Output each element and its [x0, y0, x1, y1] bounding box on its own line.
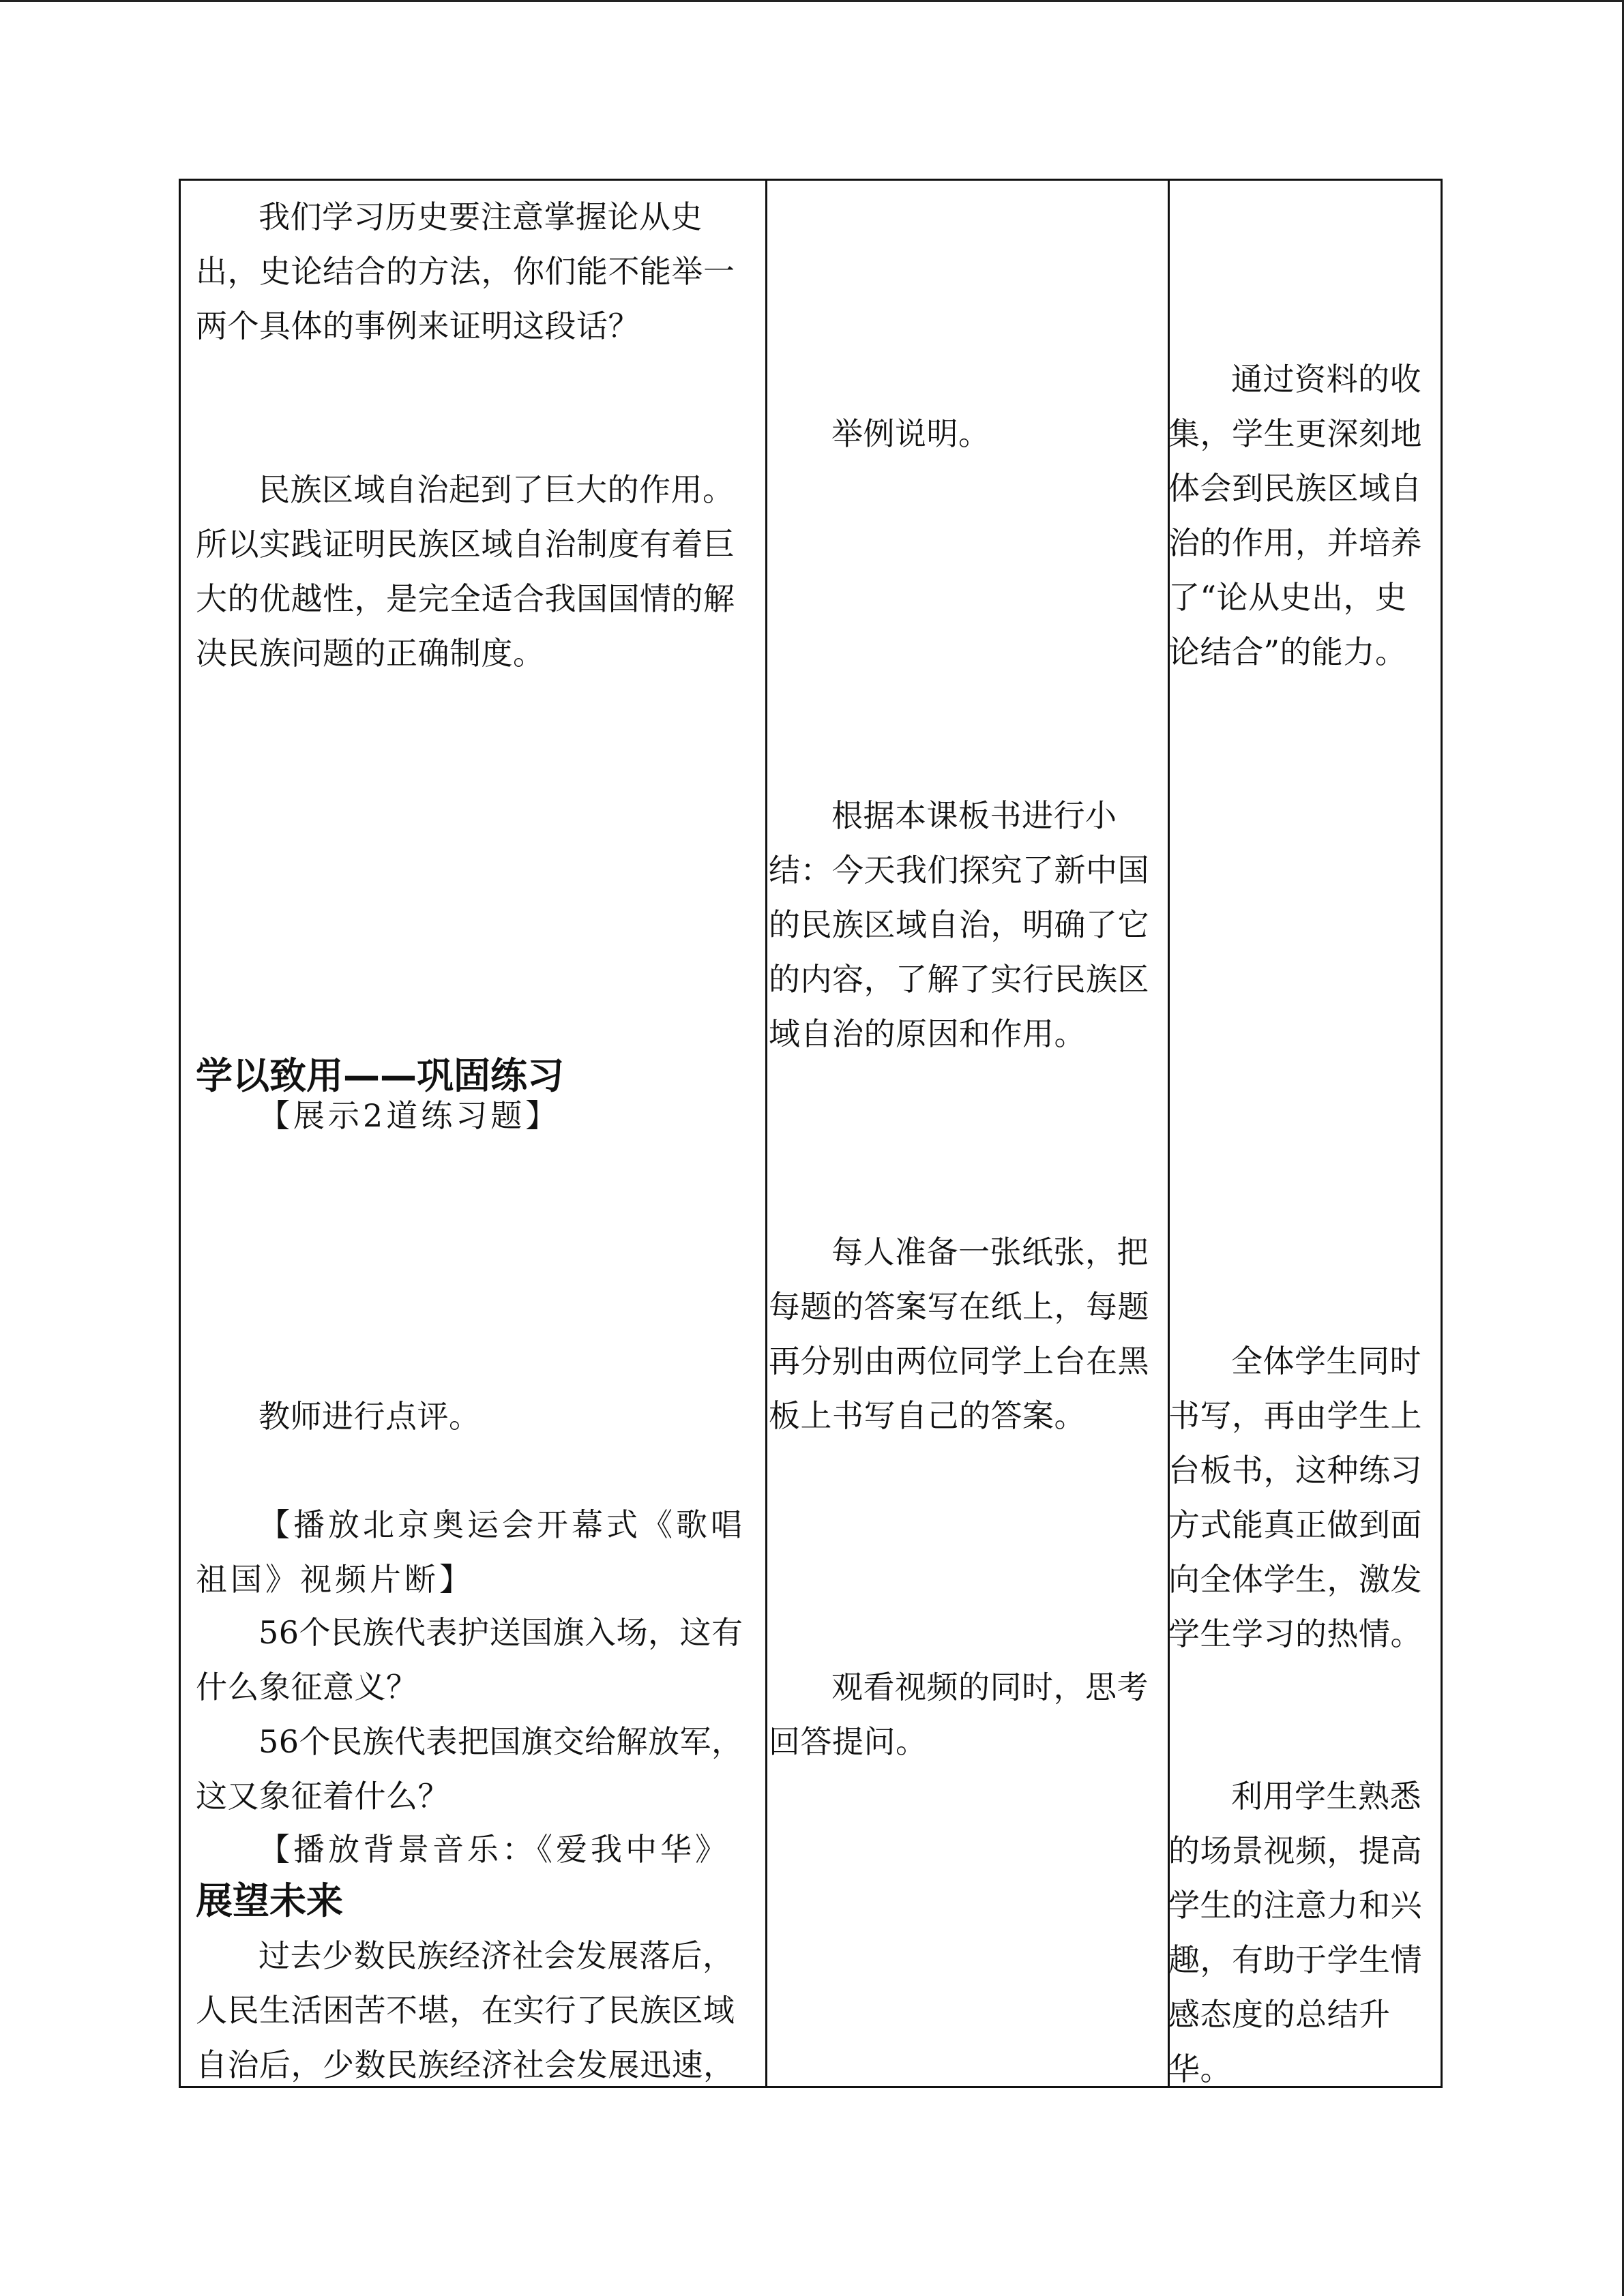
summary-paragraph: 根据本课板书进行小结：今天我们探究了新中国的民族区域自治，明确了它的内容，了解了实行民族区域自治的原因和作用。 — [769, 797, 1149, 1052]
future-paragraph: 过去少数民族经济社会发展落后，人民生活困苦不堪，在实行了民族区域自治后，少数民族经济社会发展迅速， — [196, 1937, 735, 2083]
question-paragraph: 我们学习历史要注意掌握论从史出，史论结合的方法，你们能不能举一两个具体的事例来证明这段话？ — [196, 198, 735, 344]
music-note: 【播放背景音乐：《爱我中华》 — [259, 1831, 730, 1868]
video-response-paragraph: 观看视频的同时，思考回答提问。 — [769, 1669, 1149, 1760]
section-heading-future: 展望未来 — [196, 1879, 343, 1922]
flag-question-paragraph: 56个民族代表护送国旗入场，这有什么象征意义？ — [196, 1614, 743, 1705]
intent-paragraph-2: 全体学生同时书写，再由学生上台板书，这种练习方式能真正做到面向全体学生，激发学生学习的热情。 — [1168, 1343, 1422, 1652]
exercise-note: 【展示2道练习题】 — [259, 1097, 561, 1134]
intent-paragraph-3: 利用学生熟悉的场景视频，提高学生的注意力和兴趣，有助于学生情感态度的总结升华。 — [1168, 1778, 1422, 2087]
student-activity-column — [769, 181, 1149, 2086]
column-divider-1 — [765, 181, 767, 2086]
design-intent-column — [1168, 181, 1434, 2086]
example-paragraph: 举例说明。 — [831, 415, 990, 452]
video-note: 【播放北京奥运会开幕式《歌唱祖国》视频片断】 — [196, 1506, 745, 1598]
army-question-paragraph: 56个民族代表把国旗交给解放军，这又象征着什么？ — [196, 1723, 743, 1815]
section-heading-practice: 学以致用——巩固练习 — [196, 1054, 564, 1097]
teacher-comment-paragraph: 教师进行点评。 — [259, 1398, 481, 1435]
intent-paragraph-1: 通过资料的收集，学生更深刻地体会到民族区域自治的作用，并培养了“论从史出，史论结合”的能力。 — [1168, 361, 1422, 670]
teacher-activity-column — [196, 181, 761, 2086]
answer-paragraph: 每人准备一张纸张，把每题的答案写在纸上，每题再分别由两位同学上台在黑板上书写自己的答案。 — [769, 1234, 1149, 1434]
page-top-border — [0, 0, 1624, 2]
lesson-plan-table — [179, 179, 1443, 2088]
conclusion-paragraph: 民族区域自治起到了巨大的作用。所以实践证明民族区域自治制度有着巨大的优越性，是完全适合我国国情的解决民族问题的正确制度。 — [196, 471, 735, 672]
